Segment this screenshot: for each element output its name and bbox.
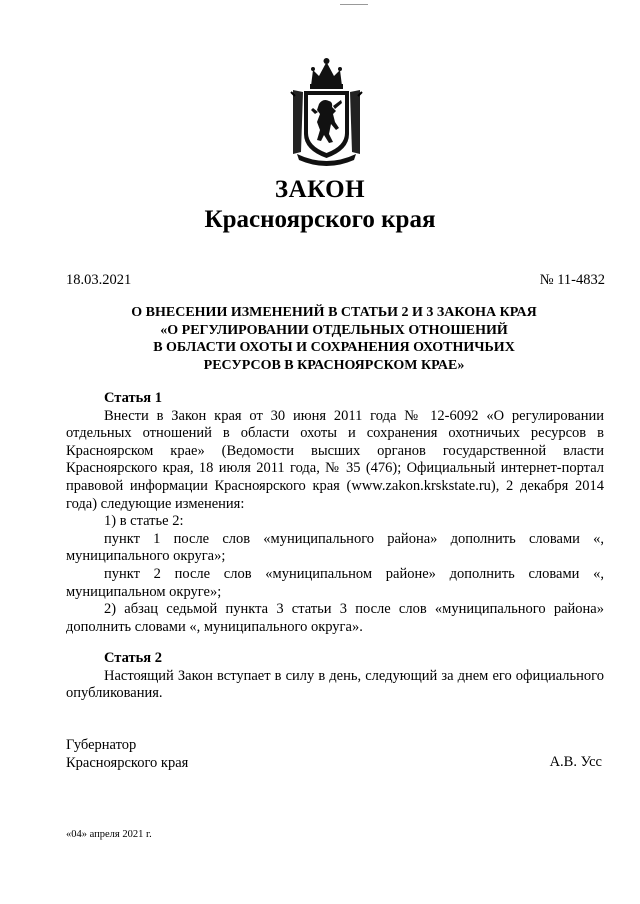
heading-line: «О РЕГУЛИРОВАНИИ ОТДЕЛЬНЫХ ОТНОШЕНИЙ	[160, 322, 508, 338]
region-title: Красноярского края	[204, 206, 436, 233]
law-date: 18.03.2021	[66, 272, 132, 288]
signatory-position	[66, 737, 188, 772]
article-1-intro: Внести в Закон края от 30 июня 2011 года № 12-6092 «О регулировании отдельных отношений в области охоты и сохранения охотничьих ресурсов в Красноярском крае» (Ведомости высших органов государственной власти Красноярского края, 18 июля 2011 года, № 35 (476); Официальный интернет-портал правовой информации Красноярского края (www.zakon.krskstate.ru), 2 декабря 2014 года) следующие изменения:	[66, 407, 604, 512]
article-2	[66, 650, 604, 703]
heading-line: О ВНЕСЕНИИ ИЗМЕНЕНИЙ В СТАТЬИ 2 И 3 ЗАКОНА КРАЯ	[131, 305, 537, 320]
article-1	[66, 390, 604, 636]
heading-line: РЕСУРСОВ В КРАСНОЯРСКОМ КРАЕ»	[203, 357, 465, 373]
signatory-position-line: Красноярского края	[66, 754, 189, 771]
signatory-name: А.В. Усс	[549, 754, 602, 770]
article-1-item-2: 2) абзац седьмой пункта 3 статьи 3 после слов «муниципального района» дополнить словами «, муниципального округа».	[66, 601, 604, 635]
law-title: ЗАКОН	[274, 176, 366, 203]
article-1-item-1a: пункт 1 после слов «муниципального района» дополнить словами «, муниципального округа»;	[66, 530, 604, 565]
coat-of-arms-icon	[289, 56, 364, 168]
signatory-position-line: Губернатор	[66, 737, 137, 753]
article-1-item-1b: пункт 2 после слов «муниципальном районе» дополнить словами «, муниципальном округе»;	[66, 565, 604, 600]
scan-mark	[340, 4, 368, 5]
law-number: № 11-4832	[539, 272, 605, 288]
article-1-item-1: 1) в статье 2:	[104, 513, 184, 530]
heading-line: В ОБЛАСТИ ОХОТЫ И СОХРАНЕНИЯ ОХОТНИЧЬИХ	[153, 340, 515, 355]
article-2-text: Настоящий Закон вступает в силу в день, следующий за днем его официального опубликования.	[66, 667, 604, 702]
article-1-title: Статья 1	[104, 390, 162, 406]
law-heading	[70, 304, 598, 374]
signing-date: «04» апреля 2021 г.	[66, 829, 152, 840]
article-2-title: Статья 2	[104, 650, 162, 666]
